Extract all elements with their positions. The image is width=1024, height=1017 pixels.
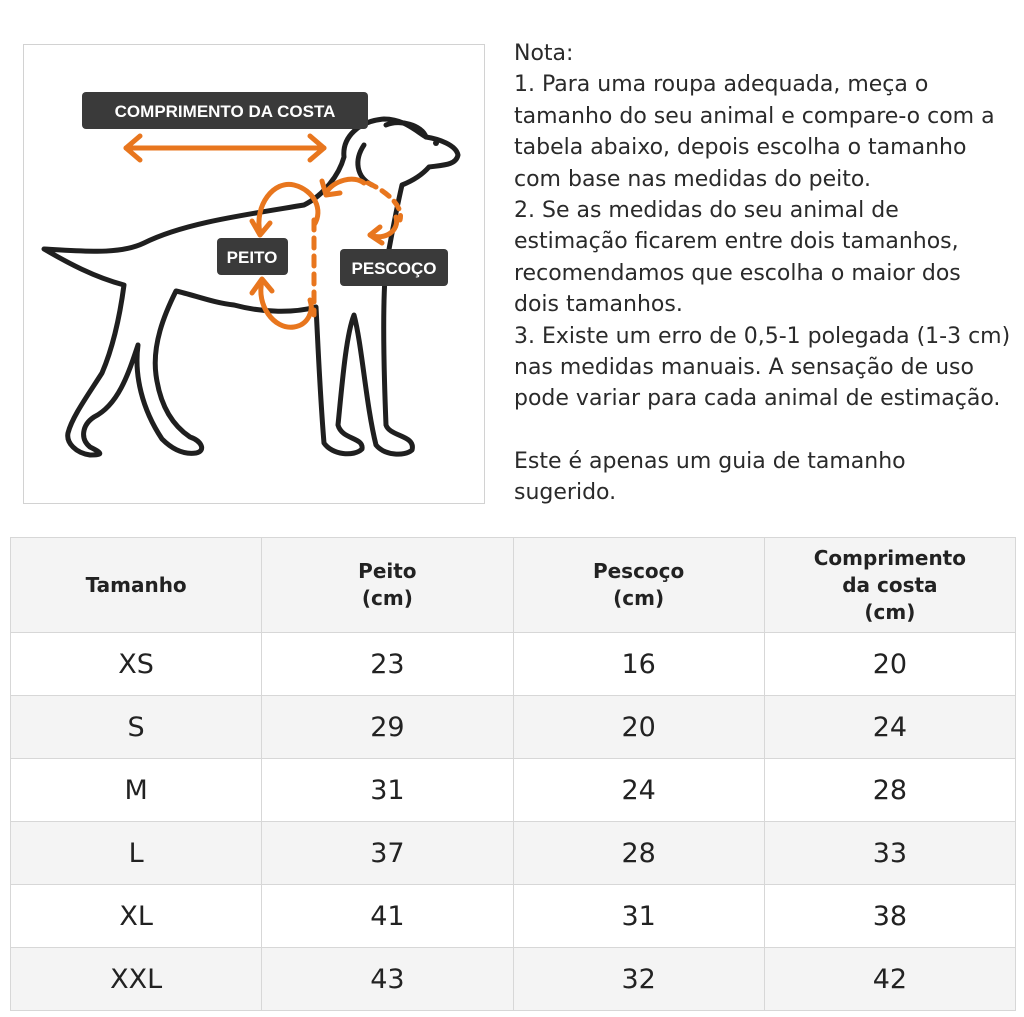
notes-footer-line: sugerido. [514,480,617,506]
cell-chest: 29 [262,696,513,759]
header-back-length: Comprimento da costa (cm) [764,538,1015,633]
cell-chest: 43 [262,948,513,1011]
header-chest: Peito (cm) [262,538,513,633]
table-row [11,759,1016,822]
table-row [11,822,1016,885]
notes-line: pode variar para cada animal de estimação. [514,386,1001,412]
cell-back-length: 33 [764,822,1015,885]
notes-line: nas medidas manuais. A sensação de uso [514,355,974,381]
header-neck: Pescoço (cm) [513,538,764,633]
cell-back-length: 38 [764,885,1015,948]
dog-eye [433,140,439,146]
header-size: Tamanho [11,538,262,633]
cell-size: M [11,759,262,822]
cell-chest: 23 [262,633,513,696]
notes-line: com base nas medidas do peito. [514,166,871,192]
label-chest [217,238,288,275]
neck-arrows [322,179,401,243]
cell-chest: 37 [262,822,513,885]
cell-chest: 31 [262,759,513,822]
cell-back-length: 28 [764,759,1015,822]
cell-size: L [11,822,262,885]
table-row [11,885,1016,948]
cell-size: XS [11,633,262,696]
notes-block [514,38,1019,509]
cell-neck: 28 [513,822,764,885]
notes-line: tabela abaixo, depois escolha o tamanho [514,135,967,161]
cell-size: S [11,696,262,759]
cell-neck: 24 [513,759,764,822]
cell-chest: 41 [262,885,513,948]
table-row [11,696,1016,759]
back-length-arrow [126,136,324,160]
cell-neck: 31 [513,885,764,948]
table-row [11,633,1016,696]
size-table [10,537,1016,1011]
notes-line: dois tamanhos. [514,292,683,318]
cell-size: XL [11,885,262,948]
table-row [11,948,1016,1011]
notes-line: 2. Se as medidas do seu animal de [514,198,899,224]
dog-illustration [24,45,486,505]
notes-line: recomendamos que escolha o maior dos [514,260,961,286]
cell-back-length: 24 [764,696,1015,759]
dog-measurement-diagram [23,44,485,504]
label-back-length-text: COMPRIMENTO DA COSTA [114,102,336,121]
cell-neck: 16 [513,633,764,696]
table-header-row [11,538,1016,633]
label-chest-text: PEITO [226,248,278,267]
cell-size: XXL [11,948,262,1011]
cell-neck: 32 [513,948,764,1011]
cell-back-length: 42 [764,948,1015,1011]
cell-back-length: 20 [764,633,1015,696]
cell-neck: 20 [513,696,764,759]
label-neck [340,249,448,286]
notes-line: estimação ficarem entre dois tamanhos, [514,229,959,255]
notes-line: 1. Para uma roupa adequada, meça o [514,72,929,98]
label-back-length [82,92,368,129]
notes-footer-line: Este é apenas um guia de tamanho [514,448,906,474]
notes-line: tamanho do seu animal e compare-o com a [514,103,995,129]
label-neck-text: PESCOÇO [351,259,437,278]
notes-heading: Nota: [514,41,574,66]
notes-line: 3. Existe um erro de 0,5-1 polegada (1-3 cm) [514,323,1011,349]
dog-outline [44,119,458,455]
